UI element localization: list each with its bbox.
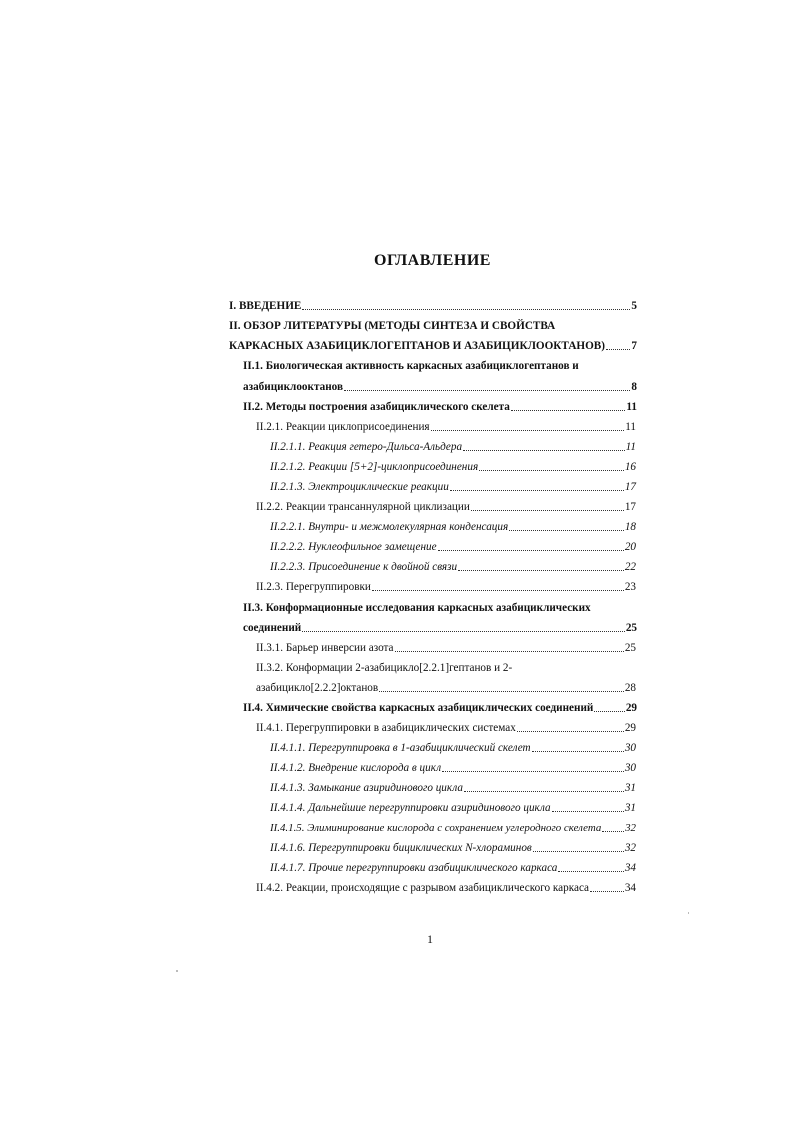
toc-entry	[256, 580, 636, 594]
toc-entry-text: II. ОБЗОР ЛИТЕРАТУРЫ (МЕТОДЫ СИНТЕЗА И СВОЙСТВА	[229, 320, 556, 332]
toc-entry	[243, 601, 637, 615]
toc-leader	[533, 850, 624, 852]
toc-entry-page: 29	[625, 702, 637, 714]
toc-entry-page: 5	[631, 300, 637, 312]
toc-leader	[438, 549, 624, 551]
toc-entry-text: II.4.1. Перегруппировки в азабициклических системах	[256, 722, 516, 734]
toc-entry	[256, 661, 636, 675]
toc-leader	[372, 589, 624, 591]
toc-entry-text: II.2.3. Перегруппировки	[256, 581, 371, 593]
toc-entry	[270, 781, 636, 795]
toc-leader	[344, 389, 630, 391]
toc-entry	[243, 701, 637, 715]
toc-entry-page: 34	[624, 862, 636, 874]
toc-entry-text: II.3. Конформационные исследования каркасных азабициклических	[243, 602, 591, 614]
toc-entry-page: 31	[624, 802, 636, 814]
toc-entry	[229, 299, 637, 313]
toc-entry	[270, 440, 636, 454]
toc-entry	[256, 420, 636, 434]
toc-leader	[590, 890, 624, 892]
toc-entry-page: 11	[626, 401, 637, 413]
toc-entry-page: 32	[625, 822, 636, 834]
toc-entry	[243, 359, 637, 373]
toc-leader	[464, 790, 624, 792]
toc-entry	[270, 861, 636, 875]
toc-entry-text: II.4.1.5. Элиминирование кислорода с сохранением углеродного скелета	[270, 822, 602, 834]
toc-entry-page: 7	[631, 340, 637, 352]
toc-entry-text: II.2.1.2. Реакции [5+2]-циклоприсоединения	[270, 461, 479, 473]
toc-entry-text: II.4.2. Реакции, происходящие с разрывом азабициклического каркаса	[256, 882, 590, 894]
toc-entry-text: II.4.1.6. Перегруппировки бициклических N-хлораминов	[270, 842, 532, 854]
scan-speck	[176, 970, 178, 972]
toc-entry-page: 25	[624, 642, 636, 654]
toc-entry	[229, 339, 637, 353]
toc-entry-text: II.2.2. Реакции трансаннулярной циклизации	[256, 501, 470, 513]
toc-entry-page: 34	[624, 882, 636, 894]
toc-leader	[602, 830, 624, 832]
toc-entry-page: 11	[625, 421, 636, 433]
page-number: 1	[427, 932, 433, 946]
toc-entry	[270, 540, 636, 554]
toc-entry-page: 25	[625, 622, 637, 634]
toc-entry	[270, 741, 636, 755]
toc-entry	[256, 681, 636, 695]
toc-leader	[458, 569, 624, 571]
toc-leader	[302, 308, 630, 310]
toc-entry-text: II.2.2.1. Внутри- и межмолекулярная конденсация	[270, 521, 509, 533]
toc-entry-page: 18	[624, 521, 636, 533]
toc-entry-page: 17	[624, 481, 636, 493]
toc-entry-page: 31	[624, 782, 636, 794]
toc-entry-text: II.2.2.2. Нуклеофильное замещение	[270, 541, 437, 553]
toc-entry-text: II.4.1.2. Внедрение кислорода в цикл	[270, 762, 442, 774]
toc-leader	[379, 690, 624, 692]
toc-entry-page: 8	[631, 381, 637, 393]
toc-entry-text: II.2. Методы построения азабициклического скелета	[243, 401, 510, 413]
toc-entry	[256, 641, 636, 655]
toc-entry-text: II.2.1.3. Электроциклические реакции	[270, 481, 449, 493]
toc-entry	[243, 400, 637, 414]
toc-entry	[256, 500, 636, 514]
toc-entry-text: азабицикло[2.2.2]октанов	[256, 682, 379, 694]
toc-entry-text: I. ВВЕДЕНИЕ	[229, 300, 302, 312]
toc-leader	[517, 730, 624, 732]
toc-entry	[229, 319, 637, 333]
toc-entry-page: 29	[624, 722, 636, 734]
toc-leader	[471, 509, 624, 511]
toc-leader	[450, 489, 624, 491]
toc-entry	[270, 821, 636, 835]
toc-entry	[270, 480, 636, 494]
toc-leader	[532, 750, 624, 752]
toc-leader	[302, 630, 625, 632]
toc-leader	[558, 870, 623, 872]
toc-entry-page: 11	[625, 441, 636, 453]
toc-entry-page: 16	[624, 461, 636, 473]
toc-entry-text: II.4.1.7. Прочие перегруппировки азабициклического каркаса	[270, 862, 558, 874]
toc-entry-text: II.2.1. Реакции циклоприсоединения	[256, 421, 430, 433]
toc-leader	[431, 429, 625, 431]
toc-entry-page: 20	[624, 541, 636, 553]
toc-entry-text: II.4.1.3. Замыкание азиридинового цикла	[270, 782, 463, 794]
toc-entry-text: соединений	[243, 622, 302, 634]
toc-leader	[552, 810, 624, 812]
toc-entry	[270, 560, 636, 574]
toc-entry-text: КАРКАСНЫХ АЗАБИЦИКЛОГЕПТАНОВ И АЗАБИЦИКЛООКТАНОВ)	[229, 340, 605, 352]
page-title: ОГЛАВЛЕНИЕ	[374, 252, 491, 269]
toc-entry-page: 28	[624, 682, 636, 694]
toc-leader	[442, 770, 624, 772]
toc-entry	[256, 721, 636, 735]
toc-entry	[270, 520, 636, 534]
toc-leader	[594, 710, 624, 712]
toc-entry	[270, 460, 636, 474]
toc-entry	[270, 841, 636, 855]
toc-entry	[243, 380, 637, 394]
toc-entry-text: II.4. Химические свойства каркасных азабициклических соединений	[243, 702, 594, 714]
toc-entry-text: II.2.1.1. Реакция гетеро-Дильса-Альдера	[270, 441, 463, 453]
toc-entry-text: II.4.1.4. Дальнейшие перегруппировки азиридинового цикла	[270, 802, 551, 814]
toc-entry-page: 32	[624, 842, 636, 854]
toc-leader	[509, 529, 624, 531]
toc-entry	[256, 881, 636, 895]
toc-leader	[511, 409, 626, 411]
toc-entry	[243, 621, 637, 635]
toc-entry-page: 17	[624, 501, 636, 513]
scan-speck	[688, 912, 689, 914]
toc-entry	[270, 801, 636, 815]
toc-entry-page: 22	[624, 561, 636, 573]
toc-leader	[606, 348, 630, 350]
toc-leader	[479, 469, 624, 471]
toc-entry-text: азабициклооктанов	[243, 381, 343, 393]
toc-entry-text: II.4.1.1. Перегруппировка в 1-азабициклический скелет	[270, 742, 531, 754]
toc-leader	[395, 650, 624, 652]
toc-entry-text: II.3.2. Конформации 2-азабицикло[2.2.1]гептанов и 2-	[256, 662, 513, 674]
toc-entry-page: 30	[624, 742, 636, 754]
toc-entry	[270, 761, 636, 775]
toc-leader	[463, 449, 625, 451]
toc-entry-text: II.1. Биологическая активность каркасных азабициклогептанов и	[243, 360, 579, 372]
toc-entry-page: 23	[624, 581, 636, 593]
toc-entry-page: 30	[624, 762, 636, 774]
toc-entry-text: II.2.2.3. Присоединение к двойной связи	[270, 561, 458, 573]
toc-entry-text: II.3.1. Барьер инверсии азота	[256, 642, 394, 654]
